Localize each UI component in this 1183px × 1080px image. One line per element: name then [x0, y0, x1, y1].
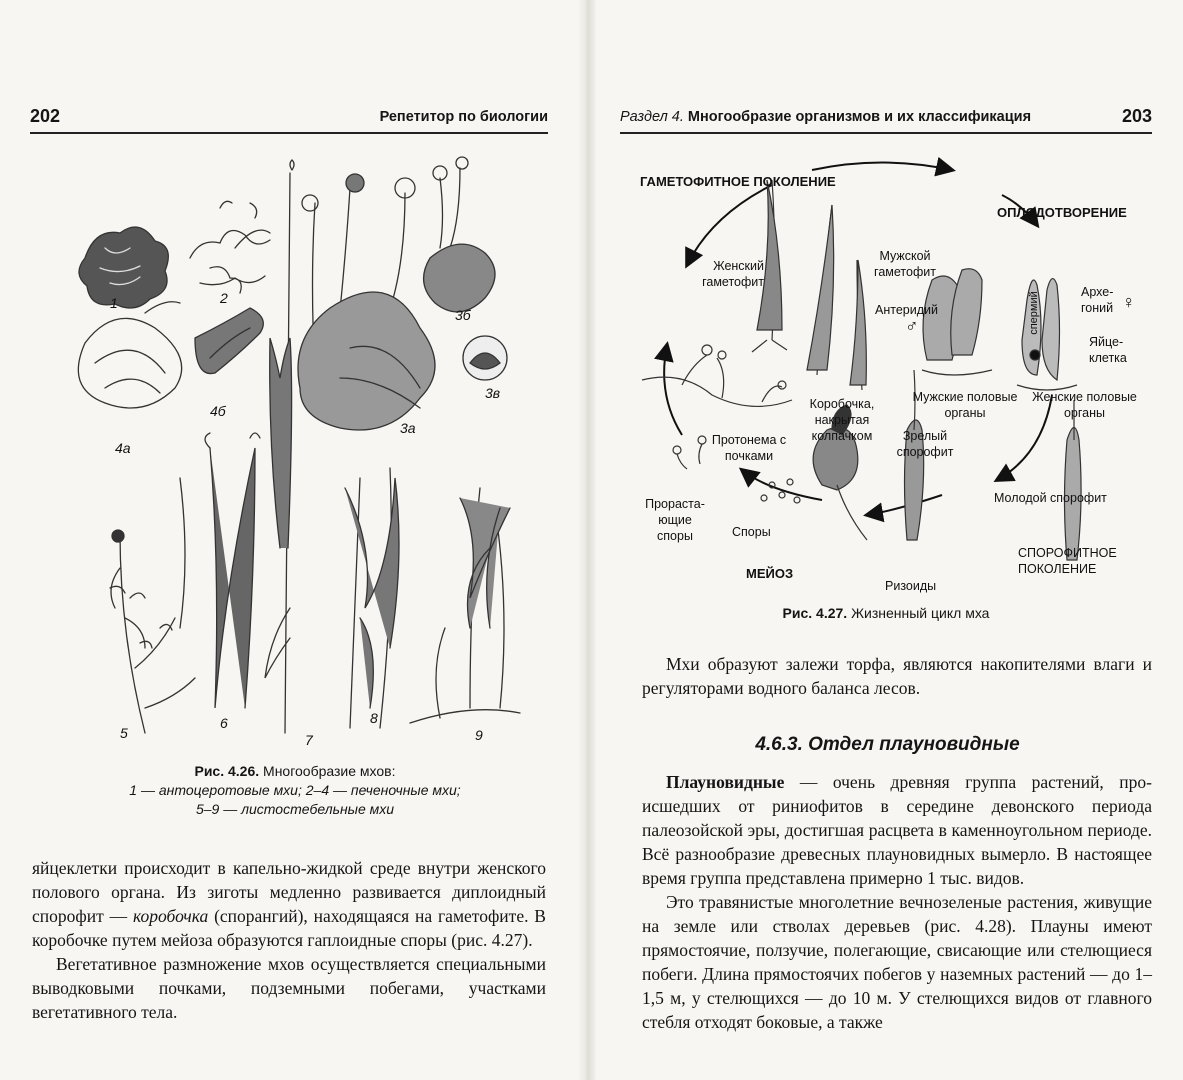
capsule-label: Коробочка, накрытая колпачком: [809, 397, 875, 443]
moss-9-illustration: [410, 488, 520, 723]
germinating-spores-illustration: [673, 436, 706, 469]
male-organs-label: Мужские половые органы: [912, 390, 1018, 420]
cycle-arrow: [687, 185, 772, 265]
section-heading: 4.6.3. Отдел плауновидные: [755, 734, 1020, 755]
moss-diversity-illustration: [60, 148, 530, 748]
caption-label: Рис. 4.26.: [194, 763, 260, 779]
moss-label-3b: 3б: [455, 307, 471, 323]
page-number: 202: [30, 106, 61, 126]
moss-label-4a: 4а: [115, 440, 131, 456]
moss-5-illustration: [110, 530, 195, 733]
female-symbol-icon: ♀: [1122, 292, 1136, 312]
female-organs-label: Женские половые органы: [1032, 390, 1137, 420]
fertilization-label: ОПЛОДОТВОРЕНИЕ: [997, 205, 1127, 220]
right-body-text: [642, 770, 1152, 1034]
rhizoids-label: Ризоиды: [885, 579, 937, 593]
gametophyte-generation-label: ГАМЕТОФИТНОЕ ПОКОЛЕНИЕ: [640, 174, 836, 189]
moss-4b-illustration: [195, 308, 263, 374]
paragraph: Плауновидные — очень древняя группа растений, происшедших от риниофитов в середине девонского периода палеозойской эры, достигшая расцвета в каменноугольном периоде. Всё разнообразие древесных плауновидных вымерло. В настоящее время группа представлена примерно 1 тыс. видов.: [642, 772, 1152, 888]
left-page: [0, 0, 580, 1080]
paragraph: яйцеклетки происходит в капельно-жидкой среде внутри женского полового органа. Из зиготы медленно развивается диплоидный спорофит — коробочка (спорангий), находящаяся на гаметофите. В коробочке путем мейоза образуются гаплоидные споры (рис. 4.27).: [32, 858, 546, 950]
running-title: Репетитор по биологии: [379, 109, 548, 125]
moss-label-1: 1: [110, 295, 118, 311]
egg-cell-label: Яйце-клетка: [1089, 335, 1127, 365]
right-page-header: [620, 104, 1152, 134]
moss-8-illustration: [345, 468, 399, 728]
moss-4a-illustration: [78, 302, 181, 408]
sperm-label: спермий: [1027, 291, 1040, 335]
cycle-arrow: [812, 163, 952, 171]
moss-1-illustration: [79, 227, 168, 308]
moss-label-2: 2: [220, 290, 228, 306]
germinating-spores-label: Прораста-ющие споры: [645, 497, 705, 543]
left-body-text: [32, 856, 546, 1024]
figure-4-26-caption: [60, 762, 530, 819]
spores-label: Споры: [732, 525, 771, 539]
para-peat: Мхи образуют залежи торфа, являются накопителями влаги и регуляторами водного баланса лесов.: [642, 654, 1152, 698]
moss-label-8: 8: [370, 710, 378, 726]
figure-4-27-caption: [620, 604, 1152, 623]
male-gametophyte-illustration: [807, 205, 866, 390]
male-symbol-icon: ♂: [905, 316, 919, 336]
mature-sporophyte-label: Зрелый спорофит: [896, 429, 954, 459]
left-page-header: [30, 104, 548, 134]
moss-label-5: 5: [120, 725, 128, 741]
moss-label-3a: 3а: [400, 420, 416, 436]
caption-label: Рис. 4.27.: [782, 605, 848, 621]
paragraph: Это травянистые многолетние вечнозеленые растения, живущие на земле или стволах деревьев (рис. 4.28). Плауны имеют прямостоячие, ползучие, полегающие, свисающие или стелющиеся побеги. Длина прямостоячих побегов у наземных растений — до 1–1,5 м, у стелющихся — до 10 м. У стелющихся видов от главного стебля отходят боковые, а также: [642, 892, 1152, 1032]
cycle-arrow: [664, 345, 682, 435]
moss-label-3v: 3в: [485, 385, 501, 401]
right-page: [592, 0, 1183, 1080]
moss-label-4b: 4б: [210, 403, 226, 419]
archegonium-label: Архе-гоний: [1081, 285, 1114, 315]
meiosis-label: МЕЙОЗ: [746, 566, 794, 581]
sporophyte-generation-label: СПОРОФИТНОЕ ПОКОЛЕНИЕ: [1018, 546, 1117, 576]
protonema-label: Протонема с почками: [711, 433, 787, 463]
moss-label-9: 9: [475, 727, 483, 743]
antheridium-label: Антеридий: [875, 303, 938, 317]
cycle-arrow: [742, 470, 822, 500]
caption-title: Жизненный цикл мха: [851, 605, 990, 621]
moss-6-illustration: [180, 433, 260, 708]
caption-title: Многообразие мхов:: [263, 763, 396, 779]
moss-7-illustration: [265, 160, 294, 733]
moss-2-illustration: [190, 201, 270, 293]
spores-illustration: [761, 479, 800, 503]
moss-label-6: 6: [220, 715, 228, 731]
young-sporophyte-label: Молодой спорофит: [994, 491, 1107, 505]
paragraph: Вегетативное размножение мхов осуществляется специальными выводковыми почками, подземными побегами, участками вегетативного тела.: [32, 954, 546, 1022]
caption-line: 5–9 — листостебельные мхи: [195, 801, 395, 817]
male-gametophyte-label: Мужской гаметофит: [874, 249, 936, 279]
moss-3v-illustration: [463, 336, 507, 380]
page-number: 203: [1121, 106, 1152, 126]
female-gametophyte-label: Женский гаметофит: [702, 259, 764, 289]
moss-3b-illustration: [424, 157, 495, 312]
moss-label-7: 7: [305, 732, 313, 748]
moss-3a-illustration: [298, 174, 435, 430]
caption-line: 1 — антоцеротовые мхи; 2–4 — печеночные мхи;: [129, 782, 461, 798]
running-title: Раздел 4. Многообразие организмов и их классификация: [620, 109, 1032, 125]
young-sporophyte-illustration: [1065, 400, 1082, 560]
male-organs-illustration: [922, 269, 992, 375]
